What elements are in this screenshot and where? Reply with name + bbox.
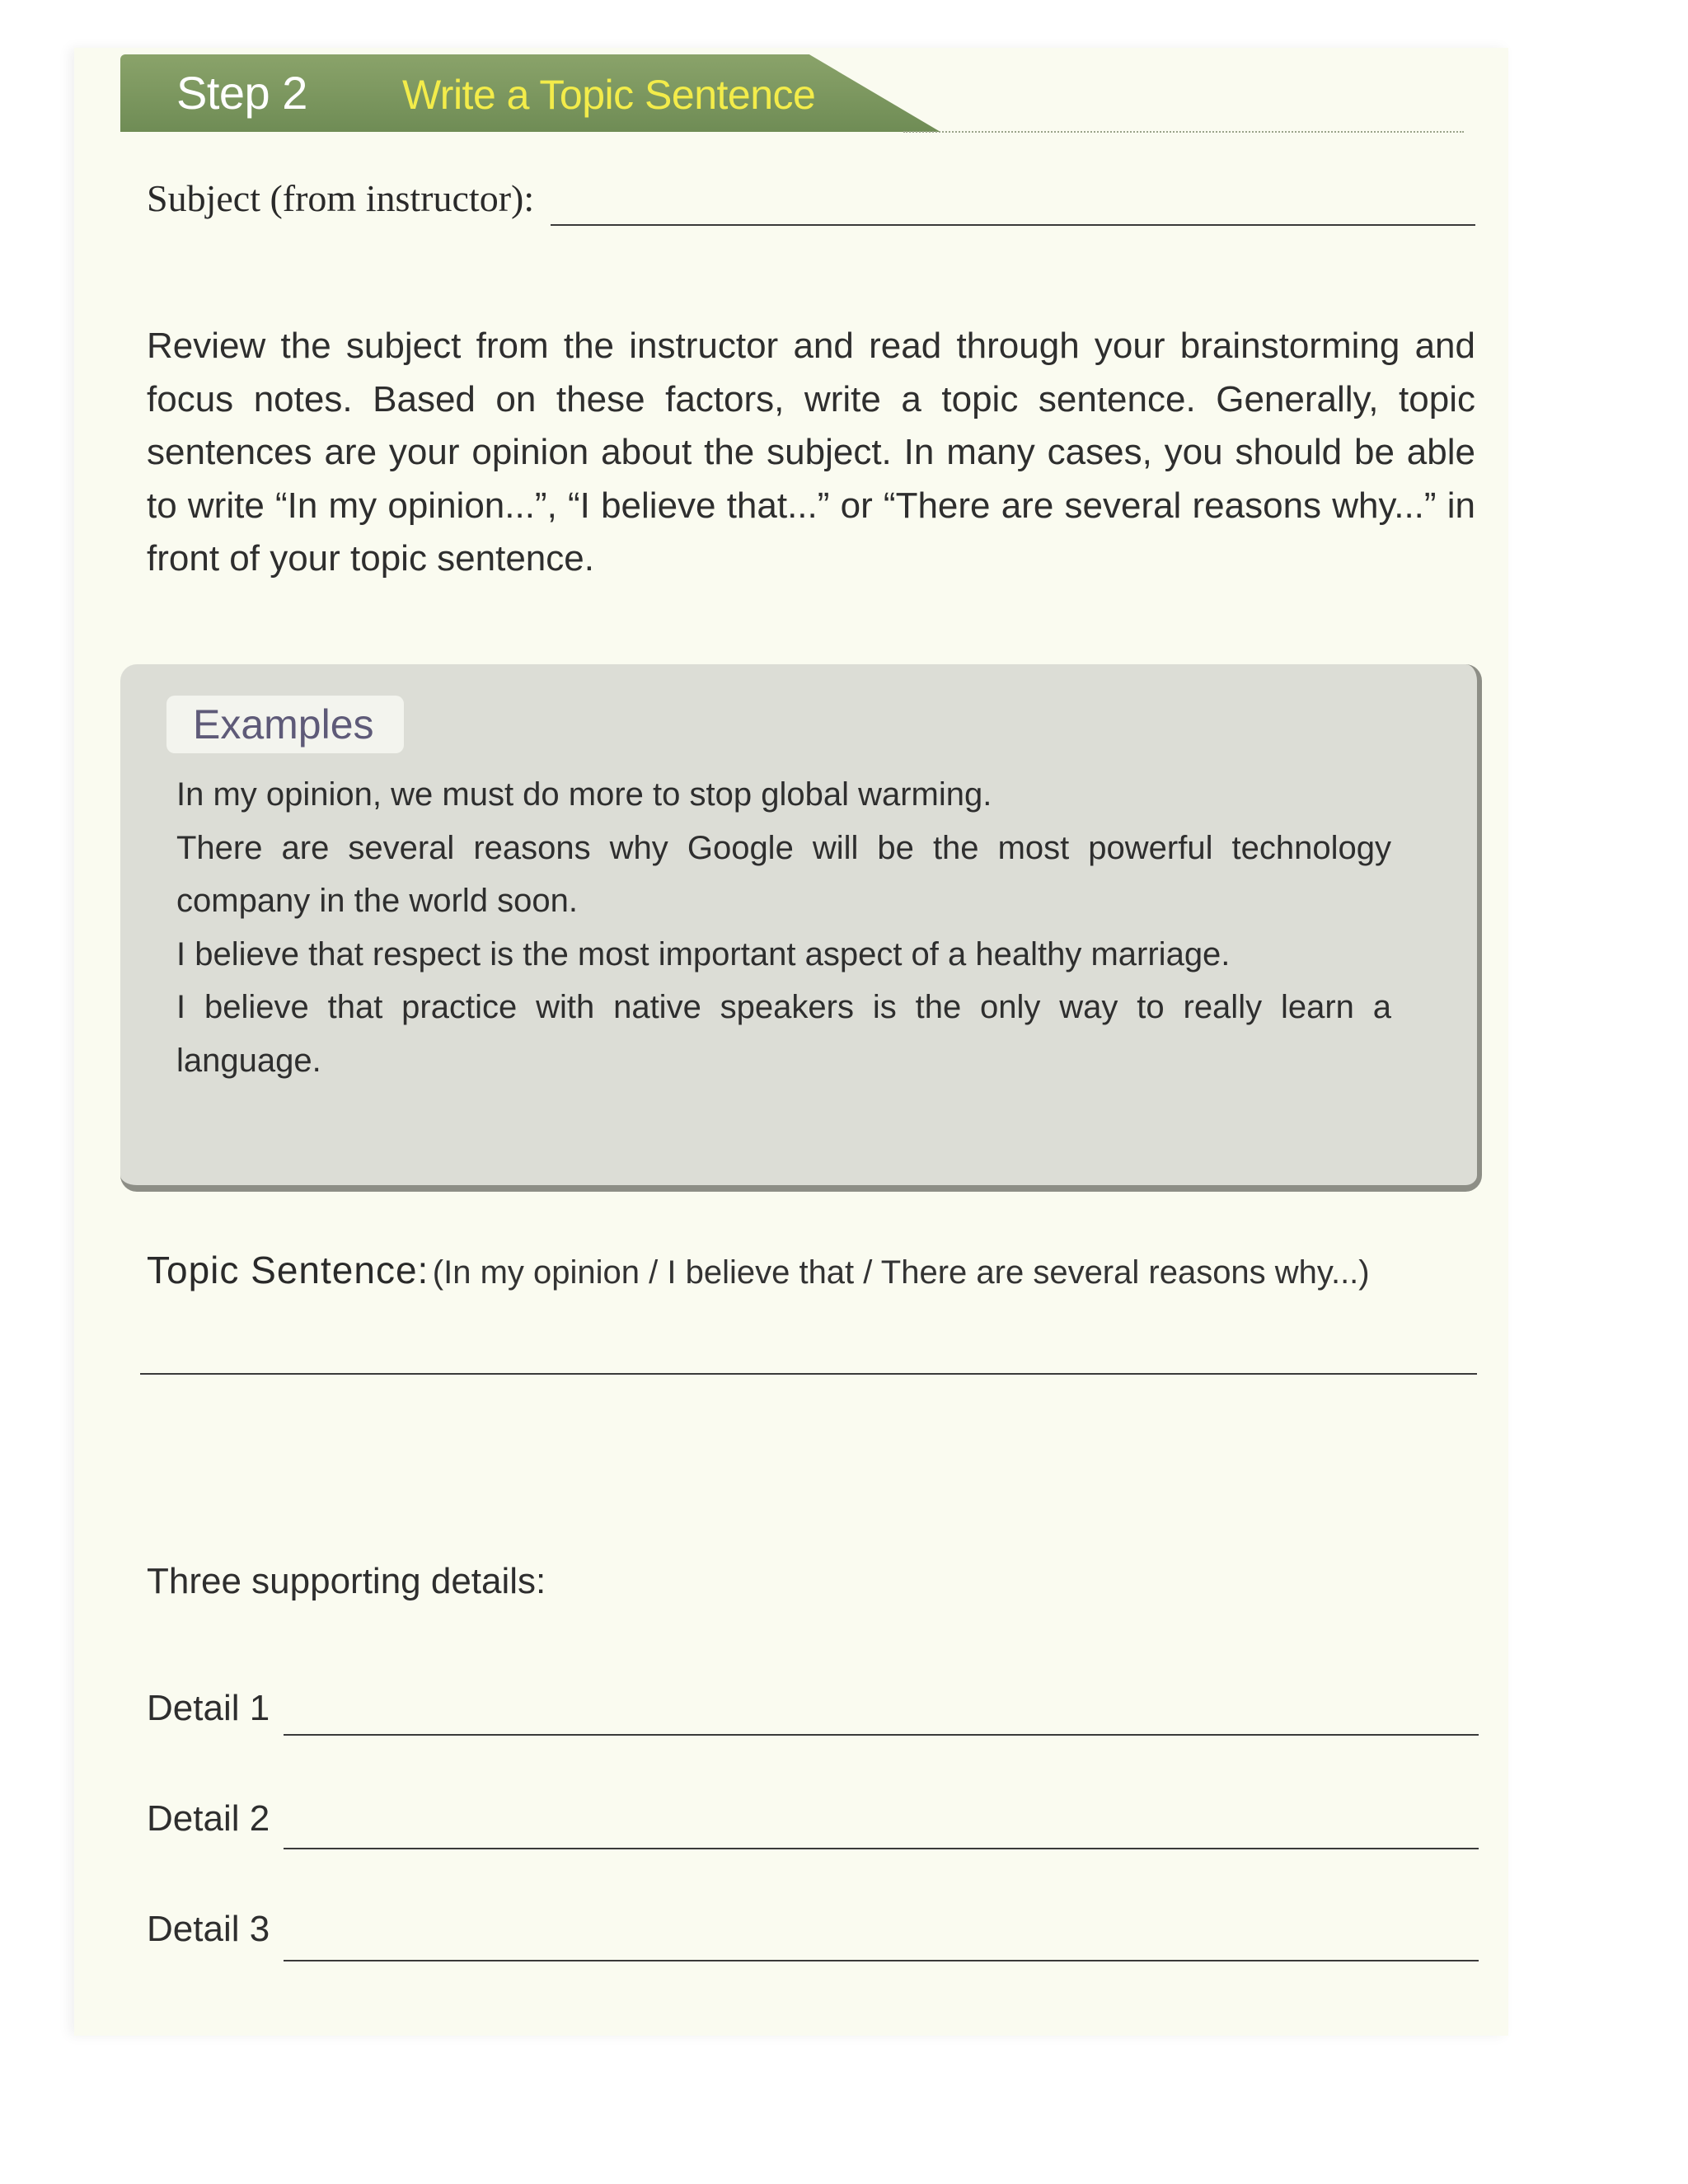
example-item: In my opinion, we must do more to stop global warming. (176, 776, 992, 813)
step-header (120, 54, 1464, 134)
detail-2-answer-line[interactable] (284, 1848, 1479, 1849)
detail-label: Detail 3 (147, 1909, 270, 1949)
detail-label: Detail 2 (147, 1798, 270, 1839)
supporting-details-label: Three supporting details: (147, 1561, 546, 1601)
detail-1-answer-line[interactable] (284, 1734, 1479, 1736)
detail-2-field (147, 1798, 1479, 1864)
example-item: I believe that respect is the most important aspect of a healthy marriage. (176, 935, 1231, 972)
example-item: I believe that practice with native speakers is the only way to really learn a language. (176, 989, 1391, 1079)
instructions-paragraph: Review the subject from the instructor and read through your brainstorming and focus notes. Based on these factors, write a topic sentence. Generally, topic sentences are your opinion about the subject. In many cases, you should be able to write “In my opinion...”, “I believe that...” or “There are several reasons why...” in front of your topic sentence. (147, 326, 1475, 579)
examples-tab (166, 696, 404, 753)
topic-sentence-label: Topic Sentence: (147, 1249, 429, 1291)
topic-sentence-answer-line[interactable] (140, 1373, 1477, 1375)
examples-title: Examples (193, 701, 374, 748)
detail-3-field (147, 1909, 1479, 1975)
detail-3-answer-line[interactable] (284, 1960, 1479, 1961)
detail-1-field (147, 1688, 1479, 1754)
example-item: There are several reasons why Google will be the most powerful technology company in the world soon. (176, 829, 1391, 919)
subject-answer-line[interactable] (551, 224, 1475, 226)
topic-sentence-prompt (147, 1248, 1482, 1292)
subject-label: Subject (from instructor): (147, 177, 535, 219)
header-dotted-rule (903, 131, 1464, 133)
step-number: Step 2 (176, 67, 307, 119)
subject-field (147, 176, 1475, 242)
step-title: Write a Topic Sentence (402, 72, 816, 118)
detail-label: Detail 1 (147, 1688, 270, 1728)
examples-list (176, 768, 1391, 1087)
topic-sentence-hint: (In my opinion / I believe that / There are several reasons why...) (432, 1254, 1370, 1291)
examples-box (120, 664, 1482, 1192)
worksheet-page (74, 48, 1508, 2036)
